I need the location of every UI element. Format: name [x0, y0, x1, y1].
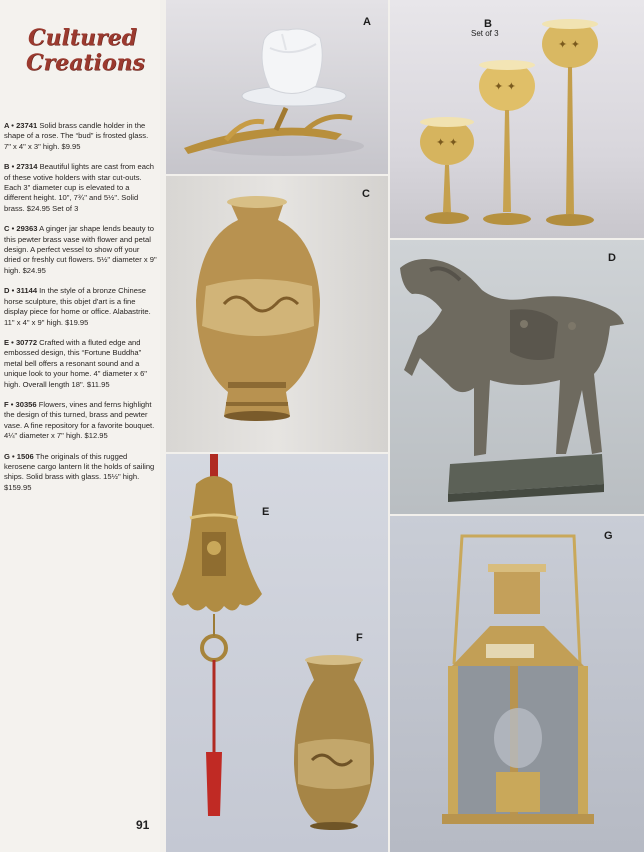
product-descriptions: [4, 121, 157, 503]
product-code-c: C • 29363: [4, 224, 38, 234]
product-code-a: A • 23741: [4, 121, 38, 130]
votive-holders-image: [390, 0, 644, 238]
page-number: 91: [136, 818, 150, 832]
svg-text:✦ ✦: ✦ ✦: [558, 38, 580, 51]
product-text-g: The originals of this rugged kerosene cargo lantern lit the holds of sailing ships. Solid brass with glass. 15½" high. $159.95: [4, 451, 155, 492]
photo-label-c: C: [362, 188, 370, 200]
rose-candle-holder-image: [166, 0, 388, 174]
product-description-g: [4, 452, 157, 494]
product-text-e: Crafted with a fluted edge and embossed design, this “Fortune Buddha” metal bell offers a resonant sound and a unique look to your home. 4" diameter x 6" high. Overall length 18". $11.95: [4, 337, 148, 389]
photo-label-f: F: [356, 632, 363, 644]
brand-line-2: Creations: [26, 50, 145, 76]
product-text-b: Beautiful lights are cast from each of these votive holders with star cut-outs. Each 3" diameter cup is elevated to a different height. 10", 7¾" and 5½". Solid brass. $24.95 Set of 3: [4, 162, 154, 213]
cargo-lantern-image: [390, 516, 644, 852]
product-text-f: Flowers, vines and ferns highlight the design of this turned, brass and pewter vase. A fine repository for a favorite bouquet. 4¼" diameter x 7" high. $12.95: [4, 399, 155, 441]
photo-a-candle-holder: [166, 0, 388, 174]
photo-label-a: A: [363, 16, 371, 28]
product-code-e: E • 30772: [4, 337, 38, 347]
horse-sculpture-image: [390, 240, 644, 514]
photo-label-e: E: [262, 506, 270, 518]
product-description-e: [4, 338, 157, 390]
product-description-c: [4, 224, 157, 276]
photo-g-cargo-lantern: [390, 516, 644, 852]
svg-text:✦ ✦: ✦ ✦: [494, 80, 516, 93]
photo-d-horse-sculpture: [390, 240, 644, 514]
product-description-b: [4, 162, 157, 214]
product-code-f: F • 30356: [4, 399, 37, 409]
ginger-jar-vase-image: [166, 176, 388, 452]
svg-text:✦ ✦: ✦ ✦: [436, 136, 458, 149]
product-code-d: D • 31144: [4, 286, 38, 296]
product-text-c: A ginger jar shape lends beauty to this pewter brass vase with flower and petal design. A perfect vessel to show off your dried or freshly cut flowers. 5½" diameter x 9" high. $24.95: [4, 224, 157, 275]
product-description-f: [4, 400, 157, 442]
brand-line-1: Cultured: [28, 25, 137, 51]
product-code-b: B • 27314: [4, 162, 38, 172]
photo-label-g: G: [604, 530, 613, 542]
photo-b-votive-holders: [390, 0, 644, 238]
brand-title: [28, 26, 158, 76]
photo-label-b: B: [484, 18, 492, 30]
product-code-g: G • 1506: [4, 451, 34, 461]
product-text-d: In the style of a bronze Chinese horse sculpture, this objet d'art is a fine display piece for home or office. Alabastrite. 11" x 4" x 9" high. $19.95: [4, 286, 151, 327]
product-description-d: [4, 286, 157, 328]
product-text-a: Solid brass candle holder in the shape of a rose. The “bud” is frosted glass. 7" x 4" x 3" high. $9.95: [4, 121, 149, 151]
photo-c-ginger-jar-vase: [166, 176, 388, 452]
photo-label-d: D: [608, 252, 616, 264]
photo-e-f-bell-and-vase: [166, 454, 388, 852]
description-column: [0, 0, 160, 852]
product-description-a: [4, 121, 157, 152]
photo-label-b-subtitle: Set of 3: [471, 29, 499, 38]
bell-and-vase-image: [166, 454, 388, 852]
